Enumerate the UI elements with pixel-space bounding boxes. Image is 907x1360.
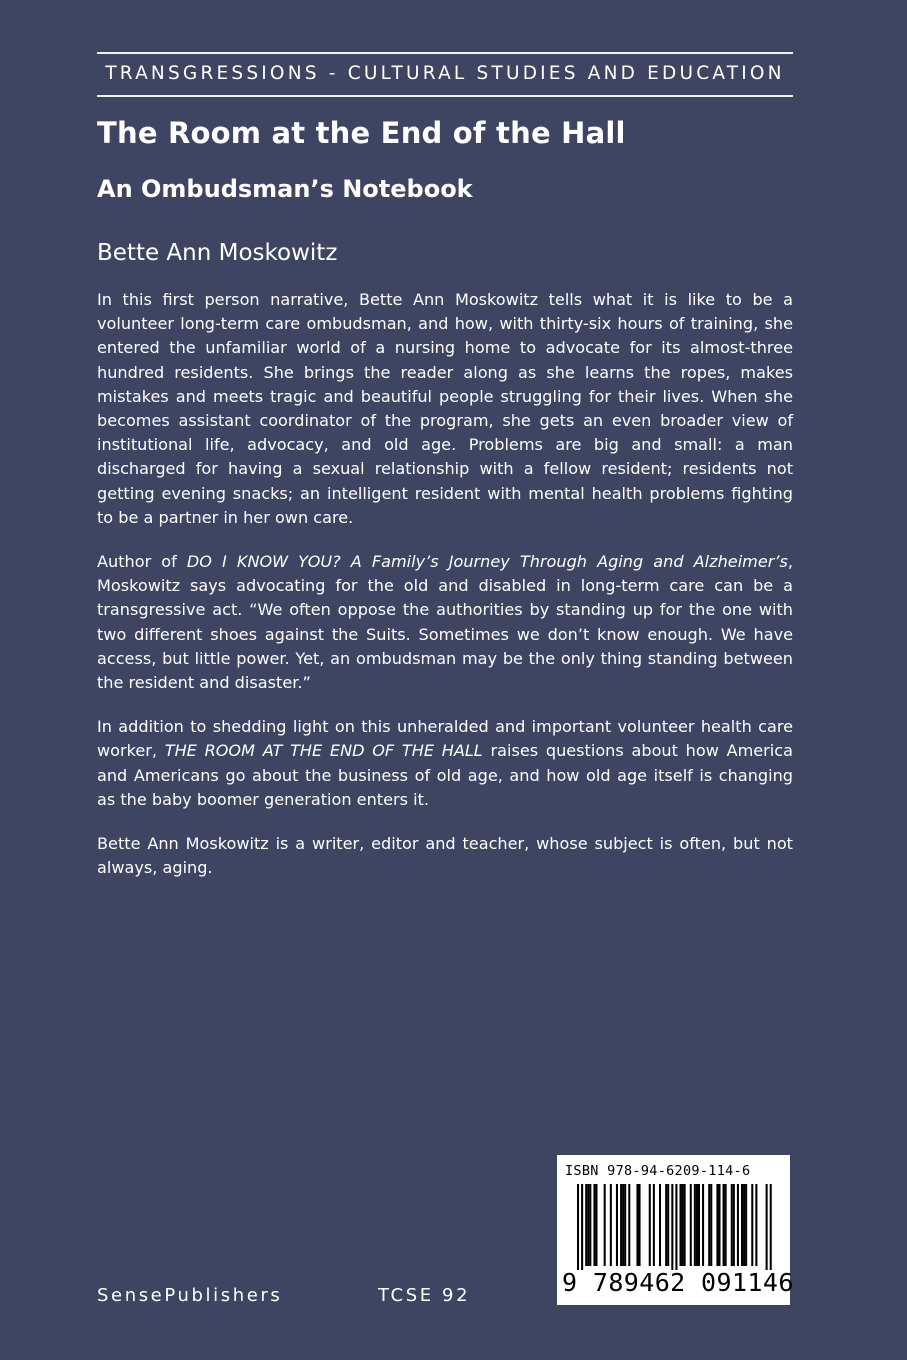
book-title: The Room at the End of the Hall	[97, 116, 626, 150]
barcode-bar	[684, 1184, 686, 1266]
barcode-bar	[604, 1184, 606, 1266]
blurb-paragraph-3	[97, 715, 793, 812]
barcode-bar	[622, 1184, 624, 1266]
blurb-p3-italic-title: THE ROOM AT THE END OF THE HALL	[164, 741, 483, 761]
barcode-bar	[639, 1184, 641, 1266]
barcode-digits: 9 789462 091146	[562, 1268, 794, 1297]
barcode-bar	[585, 1184, 587, 1266]
blurb	[97, 288, 793, 900]
barcode-bar	[737, 1184, 739, 1266]
barcode-bar	[577, 1184, 579, 1270]
barcode-bar	[680, 1184, 682, 1266]
barcode-bar	[741, 1184, 743, 1266]
barcode-bar	[718, 1184, 720, 1266]
barcode-bar	[581, 1184, 583, 1270]
barcode-bar	[690, 1184, 692, 1266]
barcode-bar	[710, 1184, 712, 1266]
barcode-bar	[587, 1184, 589, 1266]
barcode-bar	[708, 1184, 710, 1266]
barcode-bar	[731, 1184, 733, 1266]
blurb-p2-italic-title: DO I KNOW YOU? A Family’s Journey Through Aging and Alzheimer’s	[186, 552, 788, 572]
series-title: TRANSGRESSIONS - CULTURAL STUDIES AND EDUCATION	[105, 63, 785, 84]
author-name: Bette Ann Moskowitz	[97, 240, 338, 266]
barcode-bar	[665, 1184, 667, 1266]
barcode-bar	[624, 1184, 626, 1266]
barcode-bar	[589, 1184, 591, 1266]
barcode-bar	[636, 1184, 638, 1266]
barcode-bar	[667, 1184, 669, 1266]
barcode-bar	[694, 1184, 696, 1266]
series-rule-bottom	[97, 95, 793, 97]
barcode-bar	[723, 1184, 725, 1266]
barcode-bar	[766, 1184, 768, 1270]
barcode-bar	[755, 1184, 757, 1266]
barcode-bar	[595, 1184, 597, 1266]
book-subtitle: An Ombudsman’s Notebook	[97, 175, 473, 203]
barcode-bar	[620, 1184, 622, 1266]
barcode-bar	[698, 1184, 700, 1266]
barcode-bar	[628, 1184, 630, 1266]
barcode-bar	[733, 1184, 735, 1266]
blurb-p3-before: In addition to shedding light on this unheralded and important volunteer health care worker,	[97, 717, 793, 761]
barcode-bar	[593, 1184, 595, 1266]
barcode-bar	[649, 1184, 651, 1266]
series-rule-top	[97, 52, 793, 54]
barcode-bar	[653, 1184, 655, 1266]
series-number: TCSE 92	[378, 1285, 471, 1306]
barcode-bar	[696, 1184, 698, 1266]
barcode-bar	[682, 1184, 684, 1266]
blurb-p3-after: raises questions about how America and Americans go about the business of old age, and how old age itself is changing as the baby boomer generation enters it.	[97, 741, 793, 809]
barcode-bar	[616, 1184, 618, 1266]
barcode-bar	[675, 1184, 677, 1270]
barcode-bar	[743, 1184, 745, 1266]
barcode-image	[557, 1184, 790, 1270]
barcode-bar	[659, 1184, 661, 1266]
blurb-p2-after: , Moskowitz says advocating for the old and disabled in long-term care can be a transgressive act. “We often oppose the authorities by standing up for the one with two different shoes against the Suits. Sometimes we don’t know enough. We have access, but little power. Yet, an ombudsman may be the only thing standing between the resident and disaster.”	[97, 552, 793, 693]
barcode-bar	[745, 1184, 747, 1266]
publisher-name: SensePublishers	[97, 1285, 283, 1306]
barcode-bar	[725, 1184, 727, 1266]
blurb-paragraph-1: In this first person narrative, Bette Ann Moskowitz tells what it is like to be a volunteer long-term care ombudsman, and how, with thirty-six hours of training, she entered the unfamiliar world of a nursing home to advocate for its almost-three hundred residents. She brings the reader along as she learns the ropes, makes mistakes and meets tragic and beautiful people struggling for their lives. When she becomes assistant coordinator of the program, she gets an even broader view of institutional life, advocacy, and old age. Problems are big and small: a man discharged for having a sexual relationship with a fellow resident; residents not getting evening snacks; an intelligent resident with mental health problems fighting to be a partner in her own care.	[97, 290, 793, 527]
blurb-p2-before: Author of	[97, 552, 187, 572]
blurb-paragraph-4: Bette Ann Moskowitz is a writer, editor and teacher, whose subject is often, but not always, aging.	[97, 834, 793, 878]
barcode-bar	[610, 1184, 612, 1266]
isbn-label: ISBN 978-94-6209-114-6	[565, 1163, 751, 1179]
barcode-bar	[770, 1184, 772, 1270]
barcode-bar	[702, 1184, 704, 1266]
isbn-barcode	[557, 1155, 794, 1305]
barcode-bar	[671, 1184, 673, 1270]
blurb-paragraph-2	[97, 550, 793, 695]
barcode-bar	[751, 1184, 753, 1266]
barcode-bar	[716, 1184, 718, 1266]
